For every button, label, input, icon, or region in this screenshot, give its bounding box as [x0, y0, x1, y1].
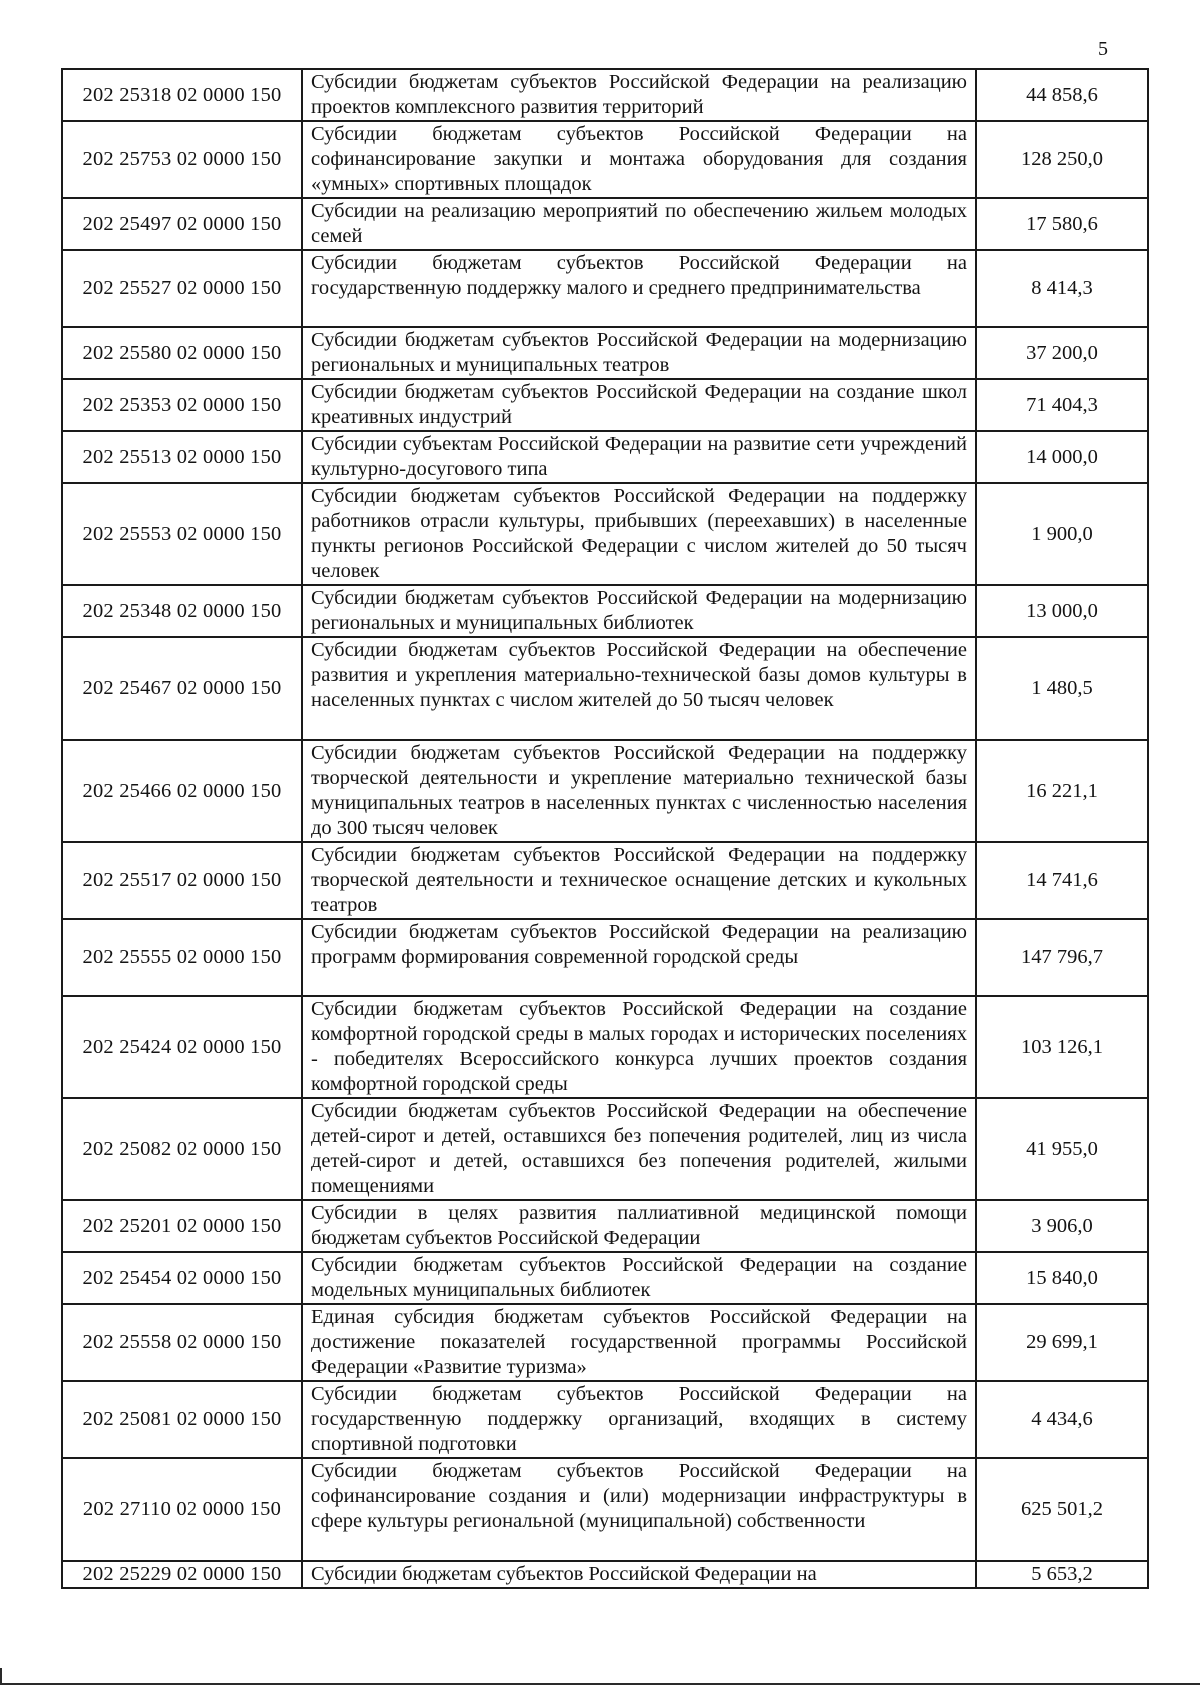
subsidy-amount: 8 414,3: [976, 250, 1148, 327]
subsidy-description: Субсидии на реализацию мероприятий по обеспечению жильем молодых семей: [302, 198, 976, 250]
subsidy-description: Субсидии бюджетам субъектов Российской Федерации на создание школ креативных индустрий: [302, 379, 976, 431]
budget-code: 202 25081 02 0000 150: [62, 1381, 302, 1458]
subsidy-description: Субсидии бюджетам субъектов Российской Федерации на поддержку творческой деятельности и техническое оснащение детских и кукольных театров: [302, 842, 976, 919]
table-row: [62, 121, 1148, 198]
budget-code: 202 27110 02 0000 150: [62, 1458, 302, 1561]
budget-code: 202 25558 02 0000 150: [62, 1304, 302, 1381]
subsidy-amount: 1 480,5: [976, 637, 1148, 740]
table-row: [62, 250, 1148, 327]
subsidy-description: Субсидии бюджетам субъектов Российской Федерации на: [302, 1561, 976, 1588]
budget-code: 202 25753 02 0000 150: [62, 121, 302, 198]
subsidy-description: Субсидии субъектам Российской Федерации на развитие сети учреждений культурно-досугового типа: [302, 431, 976, 483]
subsidy-description: Субсидии в целях развития паллиативной медицинской помощи бюджетам субъектов Российской Федерации: [302, 1200, 976, 1252]
subsidy-description: Субсидии бюджетам субъектов Российской Федерации на обеспечение развития и укрепления материально-технической базы домов культуры в населенных пунктах с числом жителей до 50 тысяч человек: [302, 637, 976, 740]
subsidy-description: Субсидии бюджетам субъектов Российской Федерации на реализацию программ формирования современной городской среды: [302, 919, 976, 996]
budget-code: 202 25229 02 0000 150: [62, 1561, 302, 1588]
table-row: [62, 483, 1148, 585]
subsidy-amount: 3 906,0: [976, 1200, 1148, 1252]
budget-code: 202 25201 02 0000 150: [62, 1200, 302, 1252]
table-row: [62, 842, 1148, 919]
table-row: [62, 1200, 1148, 1252]
budget-code: 202 25466 02 0000 150: [62, 740, 302, 842]
subsidy-description: Субсидии бюджетам субъектов Российской Федерации на создание комфортной городской среды в малых городах и исторических поселениях - победителях Всероссийского конкурса лучших проектов создания комфортной городской среды: [302, 996, 976, 1098]
table-row: [62, 69, 1148, 121]
subsidy-description: Субсидии бюджетам субъектов Российской Федерации на реализацию проектов комплексного развития территорий: [302, 69, 976, 121]
subsidy-amount: 41 955,0: [976, 1098, 1148, 1200]
budget-code: 202 25424 02 0000 150: [62, 996, 302, 1098]
subsidy-amount: 44 858,6: [976, 69, 1148, 121]
table-row: [62, 996, 1148, 1098]
subsidy-amount: 625 501,2: [976, 1458, 1148, 1561]
budget-code: 202 25318 02 0000 150: [62, 69, 302, 121]
budget-code: 202 25580 02 0000 150: [62, 327, 302, 379]
table-row: [62, 198, 1148, 250]
subsidy-description: Субсидии бюджетам субъектов Российской Федерации на поддержку работников отрасли культуры, прибывших (переехавших) в населенные пункты регионов Российской Федерации с числом жителей до 50 тысяч человек: [302, 483, 976, 585]
subsidy-description: Субсидии бюджетам субъектов Российской Федерации на софинансирование создания и (или) модернизации инфраструктуры в сфере культуры региональной (муниципальной) собственности: [302, 1458, 976, 1561]
budget-code: 202 25467 02 0000 150: [62, 637, 302, 740]
scan-edge-line: [0, 1683, 1200, 1685]
subsidy-amount: 13 000,0: [976, 585, 1148, 637]
subsidy-amount: 5 653,2: [976, 1561, 1148, 1588]
subsidy-amount: 14 741,6: [976, 842, 1148, 919]
budget-code: 202 25517 02 0000 150: [62, 842, 302, 919]
table-row: [62, 379, 1148, 431]
subsidy-description: Субсидии бюджетам субъектов Российской Федерации на модернизацию региональных и муниципальных библиотек: [302, 585, 976, 637]
subsidy-amount: 29 699,1: [976, 1304, 1148, 1381]
budget-code: 202 25553 02 0000 150: [62, 483, 302, 585]
subsidy-description: Субсидии бюджетам субъектов Российской Федерации на государственную поддержку малого и среднего предпринимательства: [302, 250, 976, 327]
subsidy-amount: 128 250,0: [976, 121, 1148, 198]
subsidy-amount: 71 404,3: [976, 379, 1148, 431]
scan-edge-mark: [0, 1668, 2, 1684]
subsidy-description: Субсидии бюджетам субъектов Российской Федерации на софинансирование закупки и монтажа оборудования для создания «умных» спортивных площадок: [302, 121, 976, 198]
table-row: [62, 327, 1148, 379]
table-row: [62, 919, 1148, 996]
subsidy-description: Субсидии бюджетам субъектов Российской Федерации на обеспечение детей-сирот и детей, оставшихся без попечения родителей, лиц из числа детей-сирот и детей, оставшихся без попечения родителей, жилыми помещениями: [302, 1098, 976, 1200]
subsidy-description: Субсидии бюджетам субъектов Российской Федерации на модернизацию региональных и муниципальных театров: [302, 327, 976, 379]
subsidy-amount: 103 126,1: [976, 996, 1148, 1098]
table-row: [62, 1561, 1148, 1588]
budget-code: 202 25082 02 0000 150: [62, 1098, 302, 1200]
budget-code: 202 25555 02 0000 150: [62, 919, 302, 996]
subsidies-table: [61, 68, 1149, 1589]
subsidy-amount: 37 200,0: [976, 327, 1148, 379]
subsidy-description: Субсидии бюджетам субъектов Российской Федерации на государственную поддержку организаций, входящих в систему спортивной подготовки: [302, 1381, 976, 1458]
budget-code: 202 25353 02 0000 150: [62, 379, 302, 431]
subsidy-amount: 4 434,6: [976, 1381, 1148, 1458]
subsidy-amount: 1 900,0: [976, 483, 1148, 585]
table-row: [62, 1458, 1148, 1561]
subsidy-amount: 17 580,6: [976, 198, 1148, 250]
table-row: [62, 1252, 1148, 1304]
table-row: [62, 1098, 1148, 1200]
budget-code: 202 25454 02 0000 150: [62, 1252, 302, 1304]
table-row: [62, 585, 1148, 637]
table-row: [62, 1381, 1148, 1458]
subsidy-amount: 147 796,7: [976, 919, 1148, 996]
table-row: [62, 431, 1148, 483]
budget-code: 202 25527 02 0000 150: [62, 250, 302, 327]
page-number: 5: [1098, 38, 1108, 60]
subsidy-description: Субсидии бюджетам субъектов Российской Федерации на создание модельных муниципальных библиотек: [302, 1252, 976, 1304]
subsidy-description: Субсидии бюджетам субъектов Российской Федерации на поддержку творческой деятельности и укрепление материально технической базы муниципальных театров в населенных пунктах с численностью населения до 300 тысяч человек: [302, 740, 976, 842]
budget-code: 202 25348 02 0000 150: [62, 585, 302, 637]
table-row: [62, 740, 1148, 842]
subsidy-description: Единая субсидия бюджетам субъектов Российской Федерации на достижение показателей государственной программы Российской Федерации «Развитие туризма»: [302, 1304, 976, 1381]
subsidy-amount: 15 840,0: [976, 1252, 1148, 1304]
budget-code: 202 25497 02 0000 150: [62, 198, 302, 250]
table-row: [62, 637, 1148, 740]
subsidy-amount: 16 221,1: [976, 740, 1148, 842]
table-row: [62, 1304, 1148, 1381]
subsidy-amount: 14 000,0: [976, 431, 1148, 483]
budget-code: 202 25513 02 0000 150: [62, 431, 302, 483]
